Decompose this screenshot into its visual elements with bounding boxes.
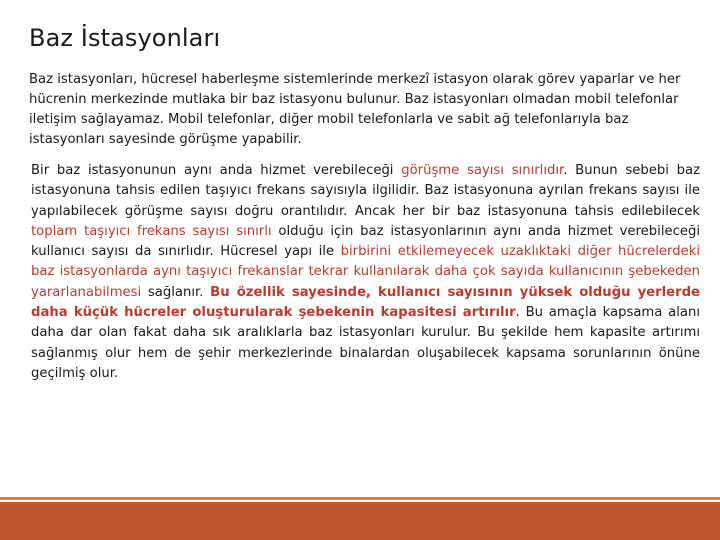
slide-title: Baz İstasyonları	[29, 24, 221, 52]
footer-accent-line	[0, 497, 720, 500]
highlight-frequency-reuse: birbirini etkilemeyecek uzaklıktaki diğer hücrelerdeki baz istasyonlarda aynı taşıyıcı frekanslar tekrar kullanılarak daha çok sayıda kullanıcının şebekeden yararlanabilmesi	[31, 244, 701, 300]
highlight-capacity: Bu özellik sayesinde, kullanıcı sayısının yüksek olduğu yerlerde daha küçük hücreler oluşturularak şebekenin kapasitesi artırılır	[31, 284, 700, 321]
intro-paragraph: Baz istasyonları, hücresel haberleşme sistemlerinde merkezî istasyon olarak görev yaparlar ve her hücrenin merkezinde mutlaka bir baz istasyonu bulunur. Baz istasyonları olmadan mobil telefonlar iletişim sağlayamaz. Mobil telefonlar, diğer mobil telefonlarla ve sabit ağ telefonlarıyla baz istasyonları sayesinde görüşme yapabilir.	[29, 72, 681, 147]
detail-paragraph	[31, 161, 700, 384]
detail-text: Bir baz istasyonunun aynı anda hizmet verebileceği	[31, 163, 402, 178]
footer-bar	[0, 502, 720, 540]
detail-text: sağlanır.	[141, 284, 211, 300]
detail-text: . Bunun sebebi baz istasyonuna tahsis edilen taşıyıcı frekans sayısıyla ilgilidir. Baz istasyonuna ayrılan frekans sayısı ile yapılabilecek görüşme sayısı doğru orantılıdır. Ancak her bir baz istasyonuna tahsis edilebilecek	[31, 163, 700, 219]
detail-text: olduğu için baz istasyonlarının aynı anda hizmet verebileceği kullanıcı sayısı da sınırlıdır. Hücresel yapı ile	[31, 223, 700, 260]
highlight-call-limit: görüşme sayısı sınırlıdır	[401, 163, 564, 178]
detail-text: . Bu amaçla kapsama alanı daha dar olan fakat daha sık aralıklarla baz istasyonları kurulur. Bu şekilde hem kapasite artırımı sağlanmış olur hem de şehir merkezlerinde binalardan oluşabilecek kapsama sorunlarının önüne geçilmiş olur.	[31, 305, 700, 381]
highlight-frequency-limit: toplam taşıyıcı frekans sayısı sınırlı	[31, 223, 272, 239]
